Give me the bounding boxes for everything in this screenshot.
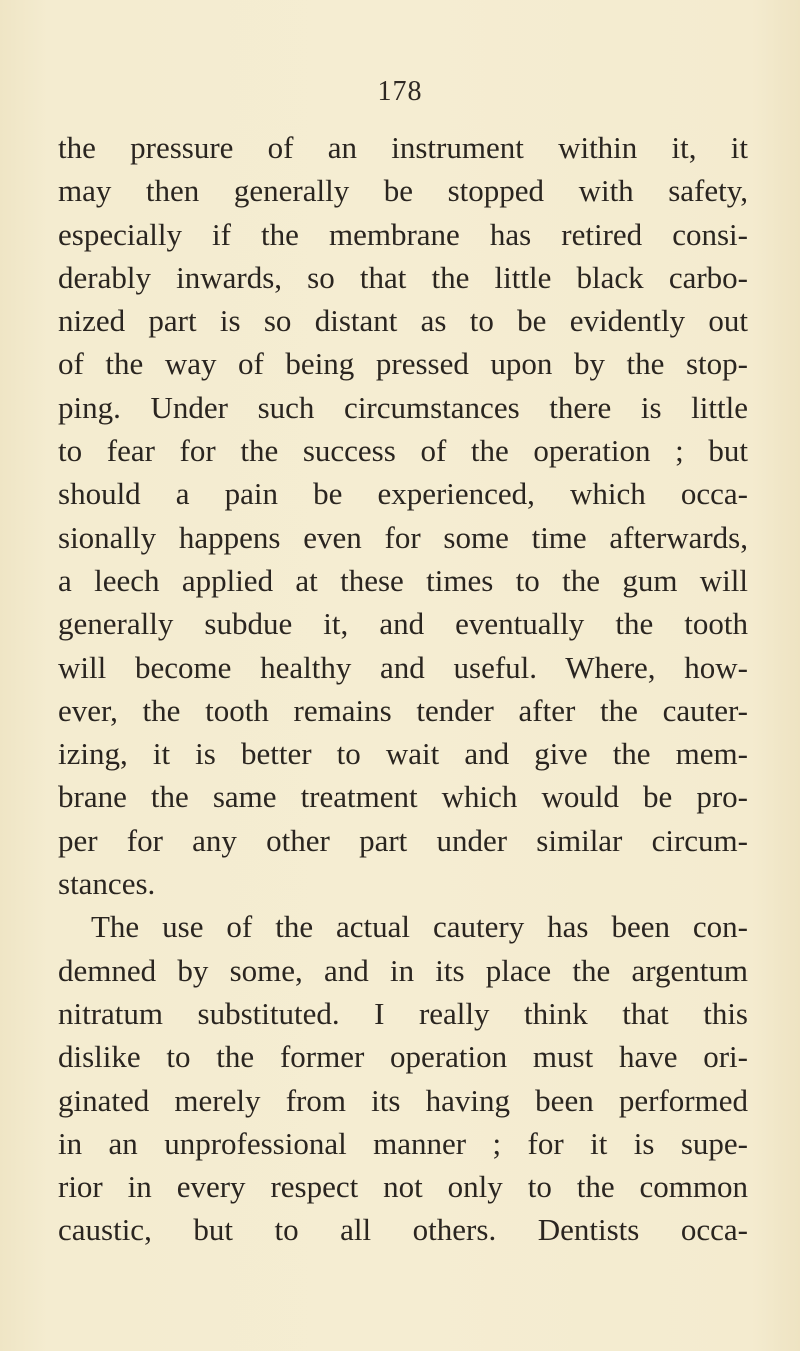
body-text (58, 126, 748, 1252)
text-line: stances. (58, 866, 156, 902)
text-line: should a pain be experienced, which occa- (58, 476, 748, 512)
text-line: in an unprofessional manner ; for it is supe- (58, 1125, 748, 1161)
text-line: ever, the tooth remains tender after the cauter- (58, 692, 748, 728)
text-line: a leech applied at these times to the gum will (58, 562, 748, 598)
text-line: may then generally be stopped with safety, (58, 173, 748, 209)
page-number: 178 (377, 76, 423, 107)
text-line: of the way of being pressed upon by the stop- (58, 346, 748, 382)
text-line: dislike to the former operation must have ori- (58, 1039, 748, 1075)
text-line: will become healthy and useful. Where, how- (58, 649, 748, 685)
text-line: izing, it is better to wait and give the mem- (58, 736, 748, 772)
text-line: nitratum substituted. I really think that this (58, 995, 748, 1031)
text-line: rior in every respect not only to the common (58, 1169, 748, 1205)
text-line: ginated merely from its having been performed (58, 1082, 748, 1118)
text-line: brane the same treatment which would be pro- (58, 779, 748, 815)
text-line: to fear for the success of the operation ; but (58, 433, 748, 469)
text-line: caustic, but to all others. Dentists occa- (58, 1212, 748, 1248)
text-line: per for any other part under similar circum- (58, 822, 748, 858)
text-line: generally subdue it, and eventually the tooth (58, 606, 748, 642)
text-line: the pressure of an instrument within it, it (58, 130, 748, 165)
text-line: The use of the actual cautery has been con- (91, 909, 748, 945)
text-line: sionally happens even for some time afterwards, (58, 519, 748, 555)
text-line: nized part is so distant as to be evidently out (58, 303, 748, 339)
text-line: derably inwards, so that the little black carbo- (58, 259, 748, 295)
text-line: especially if the membrane has retired consi- (58, 216, 748, 252)
text-line: ping. Under such circumstances there is little (58, 389, 748, 425)
text-line: demned by some, and in its place the argentum (58, 952, 748, 988)
